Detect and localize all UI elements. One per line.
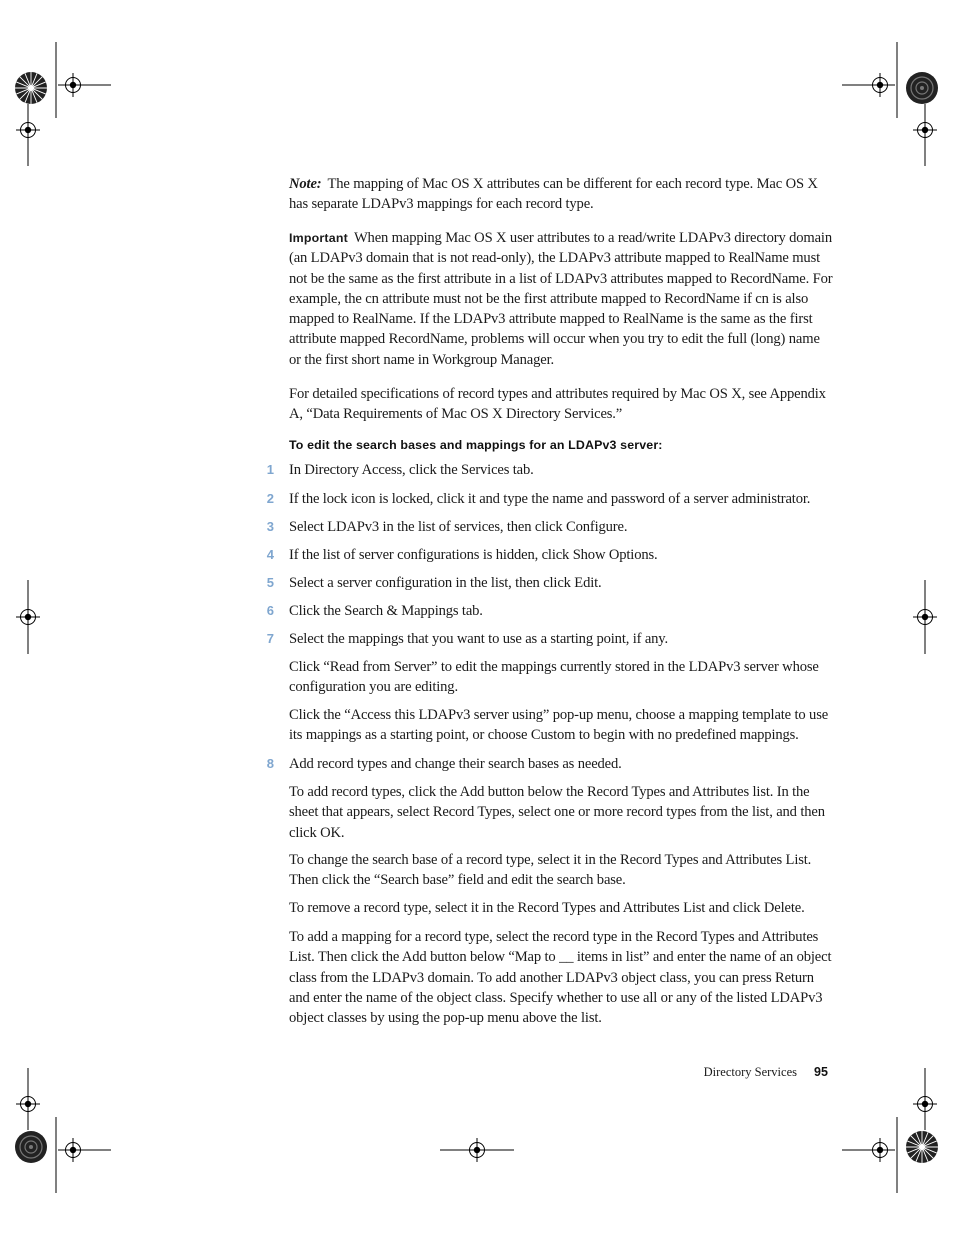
step-text: Select the mappings that you want to use as a starting point, if any. (289, 631, 669, 647)
note-paragraph (289, 174, 834, 215)
step-text: Select a server configuration in the list, then click Edit. (289, 575, 602, 591)
step-number: 7 (266, 631, 274, 646)
step-detail-paragraph: To remove a record type, select it in the Record Types and Attributes List and click Delete. (289, 900, 805, 916)
step-number: 5 (266, 575, 274, 590)
note-text: The mapping of Mac OS X attributes can be different for each record type. Mac OS X has separate LDAPv3 mappings for each record type. (289, 176, 818, 213)
important-label: Important (289, 231, 348, 245)
step-detail-paragraph: Click “Read from Server” to edit the mappings currently stored in the LDAPv3 server whose configuration you are editing. (289, 659, 819, 696)
step-number: 3 (266, 519, 274, 534)
procedure-heading: To edit the search bases and mappings for an LDAPv3 server: (289, 438, 663, 452)
step-text: In Directory Access, click the Services tab. (289, 462, 534, 478)
important-text: When mapping Mac OS X user attributes to a read/write LDAPv3 directory domain (an LDAPv3 domain that is not read-only), the LDAPv3 attribute mapped to RealName must not be the same as the first attribute in a list of LDAPv3 attributes mapped to RecordName. For example, the cn attribute must not be the first attribute mapped to RecordName if cn is also mapped to RealName. If the LDAPv3 attribute mapped to RealName is the same as the first attribute mapped RecordName, problems will occur when you try to edit the full (long) name or the first short name in Workgroup Manager. (289, 230, 833, 368)
step-text: Add record types and change their search bases as needed. (289, 756, 622, 772)
footer-section-title: Directory Services (703, 1065, 797, 1079)
step-number: 6 (266, 603, 274, 618)
step-detail-paragraph: Click the “Access this LDAPv3 server using” pop-up menu, choose a mapping template to use its mappings as a starting point, or choose Custom to begin with no predefined mappings. (289, 707, 829, 744)
step-text: Select LDAPv3 in the list of services, then click Configure. (289, 519, 628, 535)
step-number: 1 (266, 462, 274, 477)
intro-paragraph: For detailed specifications of record types and attributes required by Mac OS X, see Appendix A, “Data Requirements of Mac OS X Directory Services.” (289, 386, 826, 423)
step-number: 4 (266, 547, 274, 562)
step-detail-paragraph: To change the search base of a record type, select it in the Record Types and Attributes List. Then click the “Search base” field and edit the search base. (289, 852, 812, 889)
step-detail-paragraph: To add record types, click the Add button below the Record Types and Attributes list. In the sheet that appears, select Record Types, select one or more record types from the list, and then click OK. (289, 784, 825, 841)
step-detail-paragraph: To add a mapping for a record type, select the record type in the Record Types and Attributes List. Then click the Add button below “Map to __ items in list” and enter the name of an object class from the LDAPv3 domain. To add another LDAPv3 object class, you can press Return and enter the name of the object class. Specify whether to use all or any of the listed LDAPv3 object classes by using the pop-up menu above the list. (289, 929, 832, 1027)
page-number: 95 (814, 1065, 828, 1079)
step-number: 2 (266, 491, 274, 506)
step-text: If the list of server configurations is hidden, click Show Options. (289, 547, 658, 563)
important-paragraph (289, 228, 834, 370)
note-label: Note: (289, 176, 322, 192)
step-number: 8 (266, 756, 274, 771)
step-text: Click the Search & Mappings tab. (289, 603, 483, 619)
step-text: If the lock icon is locked, click it and type the name and password of a server administrator. (289, 491, 811, 507)
